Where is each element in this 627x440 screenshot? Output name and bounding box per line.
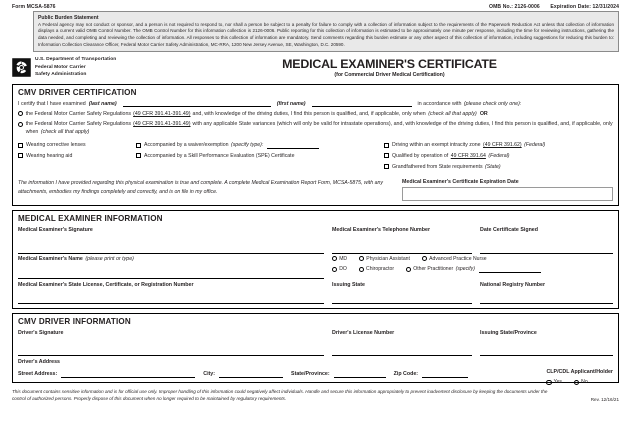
driver-row-1 — [18, 329, 613, 356]
label-advanced-practice-nurse: Advanced Practice Nurse — [429, 255, 487, 262]
examiner-name-hint: (please print or type) — [85, 255, 134, 262]
waiver-type-input[interactable] — [267, 142, 319, 149]
certificate-expiration-label: Medical Examiner's Certificate Expiration Date — [402, 179, 519, 186]
agency-line-2: Federal Motor Carrier — [35, 64, 86, 70]
note-exempt-intracity-zone: (Federal) — [524, 142, 546, 149]
public-burden-statement — [33, 11, 619, 52]
label-grandfathered: Grandfathered from State requirements — [392, 163, 483, 170]
public-burden-heading: Public Burden Statement — [38, 14, 99, 21]
attestation-block — [18, 179, 613, 201]
radio-state-variances[interactable] — [18, 122, 23, 127]
certify-row: I certify that I have examined (last name) (first name) in accordance with (please check only one) : — [18, 101, 522, 108]
last-name-label: (last name) — [88, 101, 117, 108]
omb-number: OMB No.: 2126-0006 — [489, 4, 540, 10]
radio-other-practitioner[interactable] — [406, 267, 411, 272]
examiner-signature-label: Medical Examiner's Signature — [18, 227, 93, 234]
radio-clp-no[interactable] — [574, 380, 579, 385]
national-registry-number-field — [472, 281, 613, 303]
label-qualified-by-operation: Qualified by operation of — [392, 152, 449, 159]
accordance-hint: (please check only one) — [463, 101, 520, 108]
examiner-row-1 — [18, 226, 613, 253]
medical-examiner-information-section — [12, 210, 619, 308]
cmv-driver-certification-heading: CMV DRIVER CERTIFICATION — [18, 88, 137, 98]
label-clp-yes: Yes — [553, 379, 562, 386]
radio-do[interactable] — [332, 267, 337, 272]
label-md: MD — [339, 255, 348, 262]
national-registry-number-input[interactable] — [480, 290, 613, 304]
page-subtitle: (for Commercial Driver Medical Certification) — [334, 71, 445, 78]
checkbox-corrective-lenses[interactable] — [18, 143, 23, 148]
certificate-expiration-input[interactable] — [402, 187, 613, 201]
form-footer — [12, 388, 619, 402]
driver-issuing-state-label: Issuing State/Province — [480, 329, 537, 336]
note-grandfathered: (State) — [485, 163, 501, 170]
examiner-telephone-input[interactable] — [332, 235, 472, 254]
driver-address-row — [18, 370, 613, 378]
city-label: City: — [203, 370, 216, 377]
option-federal-text-after: and, with knowledge of the driving duties, I find this person is qualified, and, if applicable, only when — [192, 110, 426, 117]
credentials-row-1 — [332, 256, 613, 262]
cfr-link-391-41-391-49-state[interactable]: (49 CFR 391.41-391.49) — [133, 121, 191, 128]
zip-code-label: Zip Code: — [393, 370, 419, 377]
examiner-row-3 — [18, 281, 613, 303]
clp-cdl-applicant-block — [546, 368, 613, 385]
option-state-text-after: with any applicable State variances (which will only be valid for intrastate operations), and, with knowledge of the driving duties, I find this person is qualified, and, if applicable, only when — [25, 121, 613, 136]
clp-cdl-applicant-label: CLP/CDL Applicant/Holder — [546, 369, 613, 375]
note-qualified-by-operation: (Federal) — [488, 152, 510, 159]
cmv-driver-information-heading: CMV DRIVER INFORMATION — [18, 316, 131, 326]
examiner-telephone-field — [324, 226, 472, 253]
radio-chiropractor[interactable] — [359, 267, 364, 272]
label-spe-certificate: Accompanied by a Skill Performance Evaluation (SPE) Certificate — [144, 152, 295, 159]
dot-triskelion-seal-icon — [12, 58, 31, 77]
national-registry-number-label: National Registry Number — [480, 282, 546, 289]
label-do: DO — [339, 266, 347, 273]
label-exempt-intracity-zone: Driving within an exempt intracity zone — [392, 142, 481, 149]
driver-issuing-state-field — [472, 329, 613, 356]
checkbox-hearing-aid[interactable] — [18, 153, 23, 158]
checkbox-exempt-intracity-zone[interactable] — [384, 143, 389, 148]
footer-disclaimer: This document contains sensitive information and is for official use only. Improper handling of this information could negatively affect individuals. Handle and secure this information appropriately to prevent inadvertent disclosure by keeping the documents under the control of authorized persons. Properly dispose of this document when no longer required to be maintained by regulatory requirements. — [12, 388, 548, 402]
label-hearing-aid: Wearing hearing aid — [26, 152, 73, 159]
option-state-text-before: the Federal Motor Carrier Safety Regulations — [25, 121, 132, 128]
examiner-license-label: Medical Examiner's State License, Certificate, or Registration Number — [18, 282, 194, 289]
driver-signature-field — [18, 329, 324, 356]
date-certificate-signed-input[interactable] — [480, 235, 613, 254]
checkbox-waiver-exemption[interactable] — [136, 143, 141, 148]
checkbox-row-exempt-intracity-zone[interactable] — [384, 141, 613, 149]
radio-advanced-practice-nurse[interactable] — [422, 256, 427, 261]
conditions-column-2 — [136, 141, 384, 173]
date-certificate-signed-field — [472, 226, 613, 253]
label-chiropractor: Chiropractor — [366, 266, 395, 273]
label-clp-no: No — [581, 379, 588, 386]
checkbox-row-spe-certificate[interactable] — [136, 152, 384, 160]
radio-physician-assistant[interactable] — [359, 256, 364, 261]
cfr-link-391-41-391-49-federal[interactable]: (49 CFR 391.41-391.49) — [133, 110, 191, 117]
street-address-input[interactable] — [61, 371, 195, 378]
option-state-variances[interactable] — [18, 121, 613, 137]
examiner-name-field — [18, 255, 324, 279]
label-physician-assistant: Physician Assistant — [366, 255, 410, 262]
agency-title-band — [12, 54, 619, 80]
medical-examiner-information-heading: MEDICAL EXAMINER INFORMATION — [18, 214, 163, 224]
attestation-text: The information I have provided regarding this physical examination is true and complete. A complete Medical Examination Report Form, MCSA-5875, with any attachments, embodies my findings completely and correctly, and is on file in my office. — [18, 180, 383, 195]
form-meta-row — [0, 0, 627, 11]
city-input[interactable] — [219, 371, 283, 378]
examiner-signature-field — [18, 226, 324, 253]
credentials-row-2 — [332, 266, 613, 273]
driver-license-number-input[interactable] — [332, 337, 472, 356]
page-title-wrap — [160, 57, 619, 78]
driver-signature-label: Driver's Signature — [18, 329, 64, 336]
form-number: Form MCSA-5876 — [12, 4, 56, 10]
cmv-driver-certification-section — [12, 84, 619, 206]
label-other-practitioner: Other Practitioner — [413, 266, 454, 273]
examiner-issuing-state-input[interactable] — [332, 290, 472, 304]
accordance-text: in accordance with — [417, 101, 462, 108]
examiner-name-input[interactable] — [18, 263, 324, 279]
footer-revision: Rev. 12/16/21 — [590, 397, 619, 403]
driver-issuing-state-input[interactable] — [480, 337, 613, 356]
certify-prefix: I certify that I have examined — [18, 101, 86, 108]
checkbox-qualified-by-operation[interactable] — [384, 153, 389, 158]
cmv-driver-information-section — [12, 313, 619, 386]
agency-name — [35, 56, 116, 78]
label-corrective-lenses: Wearing corrective lenses — [26, 142, 86, 149]
examiner-license-field — [18, 281, 324, 303]
first-name-label: (first name) — [276, 101, 306, 108]
examiner-signature-input[interactable] — [18, 235, 324, 254]
examiner-license-input[interactable] — [18, 290, 324, 304]
radio-federal-regulations[interactable] — [18, 111, 23, 116]
option-federal-text-before: the Federal Motor Carrier Safety Regulations — [25, 110, 132, 117]
option-state-hint: (check all that apply) — [40, 129, 90, 136]
checkbox-row-grandfathered[interactable] — [384, 163, 613, 171]
driver-license-number-label: Driver's License Number — [332, 329, 395, 336]
examiner-row-2 — [18, 255, 613, 279]
driver-license-number-field — [324, 329, 472, 356]
hint-other-practitioner: (specify) — [455, 266, 475, 273]
radio-md[interactable] — [332, 256, 337, 261]
label-waiver-exemption: Accompanied by a waiver/exemption — [144, 142, 229, 149]
conditions-checkbox-grid — [18, 141, 613, 173]
radio-clp-yes[interactable] — [546, 380, 551, 385]
checkbox-spe-certificate[interactable] — [136, 153, 141, 158]
last-name-input[interactable] — [123, 100, 271, 107]
examiner-telephone-label: Medical Examiner's Telephone Number — [332, 227, 431, 234]
other-practitioner-input[interactable] — [479, 266, 541, 273]
examiner-issuing-state-label: Issuing State — [332, 282, 365, 289]
agency-line-3: Safety Administration — [35, 72, 87, 78]
driver-signature-input[interactable] — [18, 337, 324, 356]
hint-waiver-type: (specify type): — [230, 142, 264, 149]
omb-meta — [480, 4, 619, 10]
clp-cdl-options — [546, 379, 613, 385]
agency-line-1: U.S. Department of Transportation — [35, 57, 117, 63]
certificate-expiration-block — [396, 179, 613, 201]
checkbox-row-hearing-aid[interactable] — [18, 152, 136, 160]
state-province-input[interactable] — [334, 371, 386, 378]
checkbox-row-qualified-by-operation[interactable] — [384, 152, 613, 160]
examiner-issuing-state-field — [324, 281, 472, 303]
conditions-column-1 — [18, 141, 136, 173]
cfr-link-391-62[interactable]: (49 CFR 391.62) — [483, 142, 522, 149]
driver-address-label: Driver's Address — [18, 359, 60, 366]
option-federal-hint: (check all that apply) — [428, 110, 477, 117]
examiner-name-label: Medical Examiner's Name (please print or type) — [18, 255, 134, 262]
street-address-label: Street Address: — [18, 370, 58, 377]
checkbox-row-corrective-lenses[interactable] — [18, 141, 136, 149]
checkbox-grandfathered[interactable] — [384, 164, 389, 169]
option-federal-regulations[interactable] — [18, 111, 613, 119]
first-name-input[interactable] — [312, 100, 412, 107]
checkbox-row-waiver-exemption[interactable] — [136, 141, 384, 149]
examiner-credentials-group — [324, 255, 613, 279]
option-federal-suffix: OR — [479, 110, 488, 117]
zip-code-input[interactable] — [422, 371, 468, 378]
omb-expiration-date: Expiration Date: 12/31/2024 — [550, 4, 619, 10]
date-certificate-signed-label: Date Certificate Signed — [480, 227, 538, 234]
public-burden-body: A Federal agency may not conduct or sponsor, and a person is not required to respond to, nor shall a person be subject to a penalty for failure to comply with a collection of information subject to the requirements of the Paperwork Reduction Act unless that collection of information displays a current valid OMB Control Number. The OMB Control Number for this information collection is 2126-0006. Public reporting for this collection of information is estimated to be approximately one minute per response, including the time for reviewing instructions, gathering the data needed, and completing and reviewing the collection of information. All responses to this collection of information are mandatory. Send comments regarding this burden estimate or any other aspect of this collection of information, including suggestions for reducing this burden to: Information Collection Clearance Officer, Federal Motor Carrier Safety Administration, MC-RRA, 1200 New Jersey Avenue, SE, Washington, D.C. 20590. — [38, 21, 614, 47]
page-title: MEDICAL EXAMINER'S CERTIFICATE — [282, 57, 497, 72]
state-province-label: State/Province: — [291, 370, 330, 377]
cfr-link-391-64[interactable]: 49 CFR 391.64 — [450, 152, 486, 159]
conditions-column-3 — [384, 141, 613, 173]
